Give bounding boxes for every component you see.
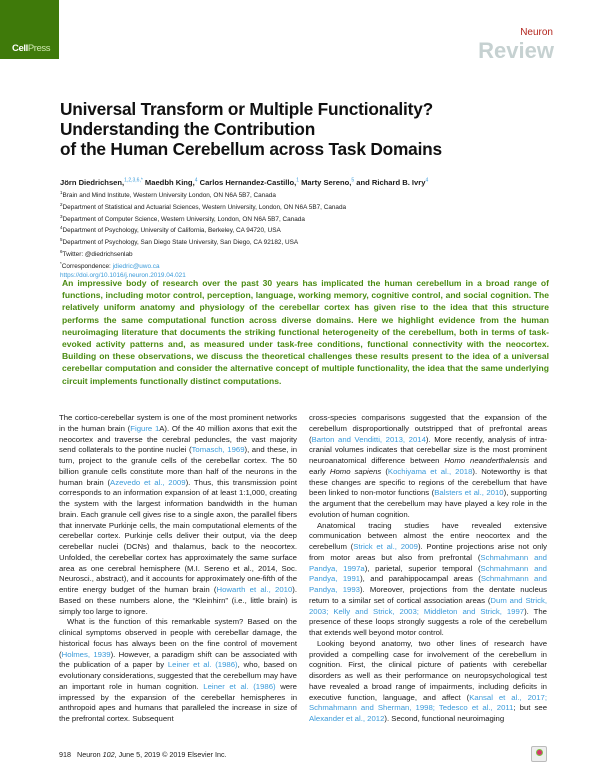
body-text: Homo neanderthalensis <box>444 456 530 465</box>
affiliation: $^3$Department of Computer Science, Western University, London, ON N6A 5B7, Canada <box>60 213 305 223</box>
abstract: An impressive body of research over the past 30 years has implicated the human cerebellum in a broad range of functions, including motor control, perception, language, working memory, cognitive control, and social cognition. The relatively uniform anatomy and physiology of the cerebellar cortex has given rise to the idea that this structure performs the same computational function across diverse domains. Here we highlight evidence from the human neuroimaging literature that documents the striking functional heterogeneity of the cerebellum, both in terms of task-evoked activity patterns and, as measured under task-free conditions, functional connectivity with the neocortex. Building on these observations, we discuss the theoretical challenges these results present to the idea of a universal cerebellar computation and consider the alternative concept of multiple functionality, the idea that the same underlying circuit implements functionally distinct computations. <box>62 278 549 386</box>
cellpress-logo: CellPress <box>0 0 59 59</box>
body-text: ). Second, functional neuroimaging <box>384 714 505 723</box>
article-title <box>60 99 442 159</box>
citation-link[interactable]: Schmahmann and Pandya, 1997a <box>309 552 547 573</box>
body-text: A). Of the 40 million axons that exit the neocortex and traverse the cerebral peduncles, the vast majority send collaterals to the pontine nuclei ( <box>59 423 297 455</box>
body-text: Anatomical tracing studies have revealed extensive communication between almost the entire neocortex and the cerebellum ( <box>309 520 547 551</box>
body-text: The cortico-cerebellar system is one of the most prominent networks in the human brain ( <box>59 413 297 433</box>
body-text: ), parietal, superior temporal ( <box>364 563 481 573</box>
citation-link[interactable]: Tomasch, 1969 <box>191 445 245 455</box>
body-paragraph <box>59 413 297 617</box>
correspondence: *Correspondence: jdiedric@uwo.ca <box>60 260 160 271</box>
body-text: ), and parahippocampal areas ( <box>360 574 481 584</box>
citation-link[interactable]: Barton and Venditti, 2013, 2014 <box>311 434 426 444</box>
body-text: ), and these, in turn, project to the granule cells of the cerebellar cortex. The 50 billion granule cells constitute more than half of the neurons in the human brain ( <box>59 445 297 487</box>
affiliation: $^4$Department of Psychology, University of California, Berkeley, CA 94720, USA <box>60 225 281 235</box>
page-footer: 918 Neuron 102, June 5, 2019 © 2019 Elsevier Inc. <box>59 750 227 759</box>
body-text: cross-species comparisons suggested that the expansion of the cerebellum disproportionally outstripped that of prefrontal areas ( <box>309 413 547 444</box>
body-text: What is the function of this remarkable system? Based on the clinical symptoms observed in people with cerebellar damage, the historical focus has always been on the fine control of movement ( <box>59 617 297 659</box>
citation-link[interactable]: Balsters et al., 2010 <box>434 488 504 498</box>
affiliation: $^1$Brain and Mind Institute, Western University London, ON N6A 5B7, Canada <box>60 190 276 200</box>
body-text: , who, based on evolutionary considerations, suggested that the cerebellum may have an important role in human cognition. <box>59 660 297 691</box>
citation-link[interactable]: Figure 1 <box>130 423 160 433</box>
body-text: ). More recently, analysis of intra-cranial volumes indicates that cerebellar size is the most prominent neuroanatomical difference between <box>309 434 547 465</box>
citation-link[interactable]: Holmes, 1939 <box>61 649 111 659</box>
title-line: Understanding the Contribution <box>60 119 316 139</box>
affiliation: $^2$Department of Statistical and Actuarial Sciences, Western University, London, ON N6A 5B7, Canada <box>60 201 347 211</box>
body-text: ). Noteworthy is that these changes are specific to regions of the cerebellum that have been linked to non-motor functions ( <box>309 466 548 498</box>
body-column-right <box>309 413 547 725</box>
article-type: Review <box>478 38 554 63</box>
body-text: ). Thus, this transmission point corresponds to an information expansion of at least 1:1,000, creating the system with the largest information bandwidth in the human brain. Each granule cell gives rise to a single axon, the parallel fibers that innervate Purkinje cells, the main computational elements of the cerebellar cortex. Purkinje cells deliver their output, via the deep cerebellar nuclei (DCNs) and thalamus, back to the neocortex. Unfolded, the cerebellar cortex has approximately the same surface area as one cerebral hemisphere (M.I. Sereno et al., 2014, Soc. Neurosci., abstract), and it accounts for approximately one-fifth of the entire energy budget of the human brain ( <box>59 477 297 594</box>
body-paragraph <box>309 413 547 521</box>
body-text: and early <box>309 456 547 476</box>
body-text: ; but see <box>513 703 547 713</box>
body-text: Homo sapiens <box>329 466 382 476</box>
author: Maedbh King,$^4$ <box>142 177 198 187</box>
citation-link[interactable]: Leiner et al. (1986) <box>167 660 238 670</box>
body-paragraph <box>59 617 297 725</box>
body-text: ). The presence of these loops strongly suggests a role of the cerebellum that extends well beyond motor control. <box>309 606 547 637</box>
body-text: ( <box>381 466 388 476</box>
body-paragraph <box>309 639 547 725</box>
author: Jörn Diedrichsen,$^{1,2,3,6,*}$ <box>60 177 143 187</box>
citation-link[interactable]: Leiner et al. (1986) <box>203 681 276 691</box>
body-paragraph <box>309 521 547 639</box>
body-text: ), supporting the argument that the cerebellum may have played a key role in the evolution of human cognition. <box>309 488 547 519</box>
affiliation: $^5$Department of Psychology, San Diego State University, San Diego, CA 92182, USA <box>60 237 299 247</box>
journal-name: Neuron <box>520 27 553 38</box>
body-text: ). Pontine projections arise not only from motor areas but also from prefrontal ( <box>309 542 547 562</box>
citation-link[interactable]: Kansal et al., 2017; Schmahmann and Sherman, 1998; Tedesco et al., 2011 <box>309 692 547 713</box>
volume: 102 <box>102 750 115 759</box>
citation-link[interactable]: Howarth et al., 2010 <box>216 585 293 594</box>
author: Carlos Hernandez-Castillo,$^1$ <box>197 177 299 187</box>
body-text: ). However, a paradigm shift can be associated with the publication of a paper by <box>59 649 298 670</box>
citation-link[interactable]: Alexander et al., 2012 <box>309 714 385 723</box>
citation-link[interactable]: Kochiyama et al., 2018 <box>387 466 473 476</box>
citation-link[interactable]: Strick et al., 2009 <box>353 542 418 551</box>
affiliations <box>60 189 346 281</box>
citation-link[interactable]: Azevedo et al., 2009 <box>110 477 186 487</box>
affiliation: $^6$Twitter: @diedrichsenlab <box>60 249 133 259</box>
body-text: were impressed by the expansion of the cerebellar hemispheres in anthropoid apes and humans that paralleled the increase in size of the prefrontal cortex. Subsequent <box>59 681 297 723</box>
citation-link[interactable]: Schmahmann and Pandya, 1993 <box>309 574 547 594</box>
email-link[interactable]: jdiedric@uwo.ca <box>112 263 160 271</box>
citation-link[interactable]: Schmahmann and Pandya, 1991 <box>309 563 547 584</box>
page-number: 918 <box>59 750 71 759</box>
author: Marty Sereno,$^5$ <box>299 177 355 187</box>
body-column-left <box>59 413 297 725</box>
check-for-updates-icon[interactable] <box>531 746 547 762</box>
body-text: ). Moreover, projections from the dentate nucleus return to a similar set of cortical association areas ( <box>309 585 547 605</box>
body-text: Looking beyond anatomy, two other lines of research have provided a compelling case for involvement of the cerebellum in cognition. First, the clinical picture of patients with cerebellar disorders as well as their performance on neuropsychological test have revealed a broad range of impairments, including deficits in executive function, language, and affect ( <box>309 638 547 702</box>
doi-link[interactable]: https://doi.org/10.1016/j.neuron.2019.04.021 <box>60 271 186 279</box>
author: and Richard B. Ivry$^4$ <box>354 177 429 187</box>
author-list <box>60 177 428 187</box>
citation-link[interactable]: Dum and Strick, 2003; Kelly and Strick, 2003; Middleton and Strick, 1997 <box>309 595 548 616</box>
body-text: ). Based on these numbers alone, the “Kleinhirn” (i.e., little brain) is simply too large to ignore. <box>59 585 297 616</box>
title-line: of the Human Cerebellum across Task Domains <box>60 139 442 159</box>
title-line: Universal Transform or Multiple Functionality? <box>60 99 433 119</box>
